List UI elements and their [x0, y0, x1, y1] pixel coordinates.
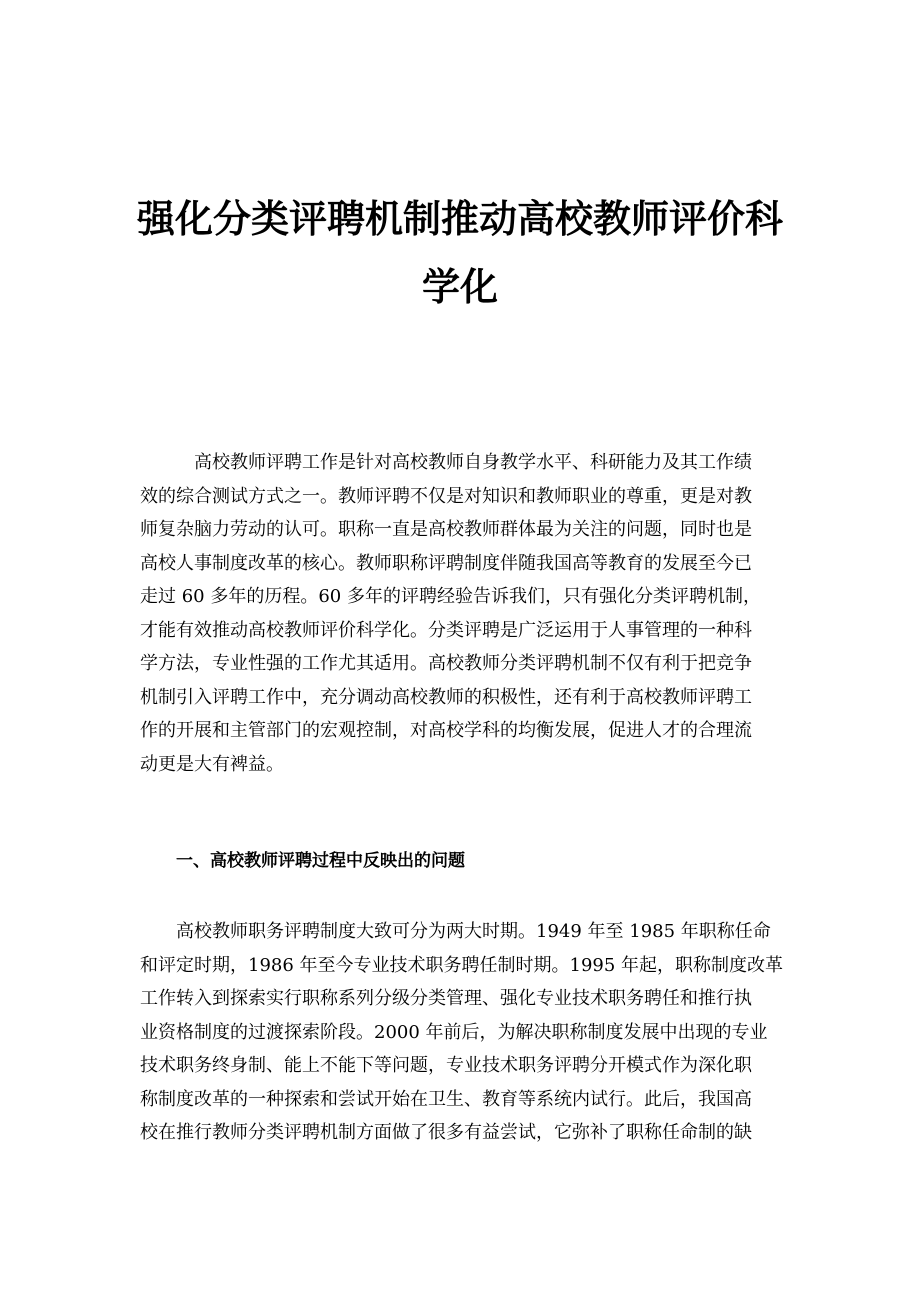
- paragraph-line: 效的综合测试方式之一。教师评聘不仅是对知识和教师职业的尊重，更是对教: [140, 485, 752, 507]
- paragraph-line: 和评定时期，1986 年至今专业技术职务聘任制时期。1995 年起，职称制度改革: [140, 954, 784, 976]
- paragraph-line: 动更是大有裨益。: [140, 753, 284, 775]
- paragraph-line: 学方法，专业性强的工作尤其适用。高校教师分类评聘机制不仅有利于把竞争: [140, 653, 752, 674]
- section-paragraph: [140, 915, 784, 1150]
- paragraph-line: 工作转入到探索实行职称系列分级分类管理、强化专业技术职务聘任和推行执: [140, 988, 752, 1009]
- paragraph-line: 高校教师职务评聘制度大致可分为两大时期。1949 年至 1985 年职称任命: [140, 921, 771, 942]
- paragraph-line: 业资格制度的过渡探索阶段。2000 年前后，为解决职称制度发展中出现的专业: [140, 1021, 768, 1043]
- paragraph-line: 走过 60 多年的历程。60 多年的评聘经验告诉我们，只有强化分类评聘机制，: [140, 586, 761, 607]
- paragraph-line: 师复杂脑力劳动的认可。职称一直是高校教师群体最为关注的问题，同时也是: [140, 519, 752, 540]
- section-heading: 一、高校教师评聘过程中反映出的问题: [176, 851, 465, 871]
- title-line: 学化: [421, 265, 498, 309]
- paragraph-line: 技术职务终身制、能上不能下等问题，专业技术职务评聘分开模式作为深化职: [140, 1055, 752, 1076]
- paragraph-line: 高校教师评聘工作是针对高校教师自身教学水平、科研能力及其工作绩: [140, 452, 752, 473]
- paragraph-line: 称制度改革的一种探索和尝试开始在卫生、教育等系统内试行。此后，我国高: [140, 1088, 752, 1110]
- document-title: [120, 185, 800, 321]
- intro-paragraph: [140, 446, 780, 781]
- paragraph-line: 机制引入评聘工作中，充分调动高校教师的积极性，还有利于高校教师评聘工: [140, 686, 752, 708]
- paragraph-line: 高校人事制度改革的核心。教师职称评聘制度伴随我国高等教育的发展至今已: [140, 552, 752, 574]
- paragraph-line: 作的开展和主管部门的宏观控制，对高校学科的均衡发展，促进人才的合理流: [140, 720, 752, 741]
- title-line: 强化分类评聘机制推动高校教师评价科: [136, 197, 783, 241]
- paragraph-line: 才能有效推动高校教师评价科学化。分类评聘是广泛运用于人事管理的一种科: [140, 619, 752, 641]
- paragraph-line: 校在推行教师分类评聘机制方面做了很多有益尝试，它弥补了职称任命制的缺: [140, 1122, 752, 1143]
